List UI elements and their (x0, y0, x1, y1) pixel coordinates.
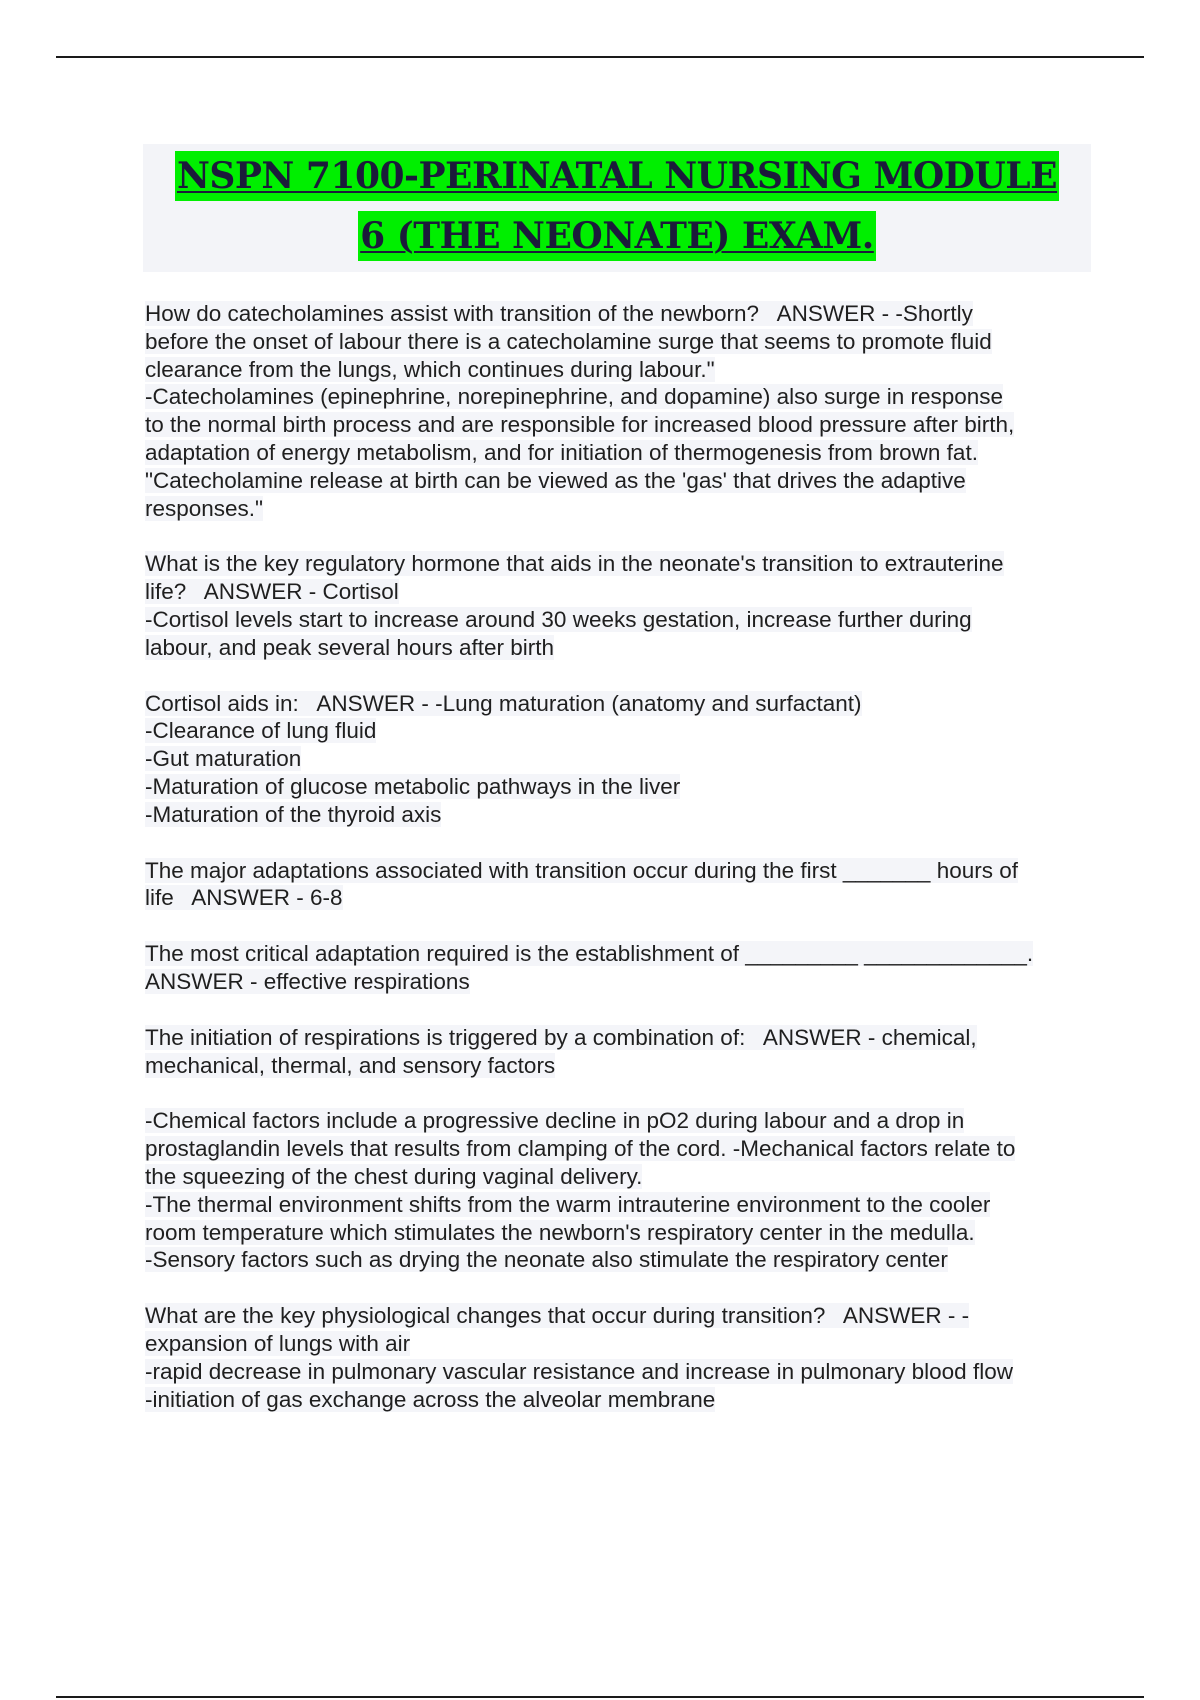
qa-line-text: room temperature which stimulates the newborn's respiratory center in the medulla. (145, 1219, 975, 1245)
qa-line-text: life ANSWER - 6-8 (145, 885, 343, 911)
qa-line-text: The major adaptations associated with transition occur during the first _______ hours of (145, 857, 1018, 883)
qa-line (145, 383, 1095, 411)
qa-line-text: mechanical, thermal, and sensory factors (145, 1052, 556, 1078)
qa-block (145, 940, 1095, 996)
qa-line (145, 634, 1095, 662)
qa-line-text: -Sensory factors such as drying the neonate also stimulate the respiratory center (145, 1247, 948, 1273)
qa-line-text: before the onset of labour there is a catecholamine surge that seems to promote fluid (145, 328, 992, 354)
qa-line (145, 439, 1095, 467)
document-title-line-2: 6 (THE NEONATE) EXAM. (358, 211, 876, 261)
qa-line-text: -Cortisol levels start to increase around 30 weeks gestation, increase further during (145, 606, 972, 632)
qa-line-text: -Catecholamines (epinephrine, norepinephrine, and dopamine) also surge in response (145, 384, 1004, 410)
qa-line-text: -Clearance of lung fluid (145, 718, 377, 744)
qa-content (145, 300, 1095, 1441)
qa-line-text: What are the key physiological changes that occur during transition? ANSWER - - (145, 1303, 970, 1329)
qa-line-text: to the normal birth process and are responsible for increased blood pressure after birth, (145, 412, 1015, 438)
qa-line (145, 328, 1095, 356)
qa-line-text: -Maturation of glucose metabolic pathways in the liver (145, 773, 681, 799)
qa-line (145, 884, 1095, 912)
qa-line (145, 690, 1095, 718)
qa-line (145, 717, 1095, 745)
qa-line-text: "Catecholamine release at birth can be viewed as the 'gas' that drives the adaptive (145, 467, 966, 493)
qa-line (145, 300, 1095, 328)
top-rule (56, 56, 1144, 58)
qa-block (145, 1107, 1095, 1274)
qa-line (145, 1330, 1095, 1358)
qa-line-text: -Maturation of the thyroid axis (145, 801, 442, 827)
qa-line (145, 1386, 1095, 1414)
qa-line (145, 968, 1095, 996)
qa-line (145, 1246, 1095, 1274)
qa-line (145, 606, 1095, 634)
qa-line (145, 411, 1095, 439)
qa-line (145, 1191, 1095, 1219)
qa-line (145, 578, 1095, 606)
qa-line (145, 940, 1095, 968)
qa-line (145, 495, 1095, 523)
qa-line (145, 773, 1095, 801)
bottom-rule (56, 1696, 1144, 1698)
qa-line (145, 745, 1095, 773)
qa-line-text: -initiation of gas exchange across the alveolar membrane (145, 1386, 716, 1412)
qa-line-text: Cortisol aids in: ANSWER - -Lung maturation (anatomy and surfactant) (145, 690, 862, 716)
qa-block (145, 1024, 1095, 1080)
qa-line-text: -rapid decrease in pulmonary vascular resistance and increase in pulmonary blood flow (145, 1358, 1013, 1384)
qa-line (145, 1302, 1095, 1330)
qa-line-text: responses." (145, 495, 264, 521)
qa-line-text: adaptation of energy metabolism, and for initiation of thermogenesis from brown fat. (145, 439, 978, 465)
qa-line-text: life? ANSWER - Cortisol (145, 579, 399, 605)
document-title-line-1: NSPN 7100-PERINATAL NURSING MODULE (175, 151, 1059, 201)
qa-line-text: The most critical adaptation required is the establishment of _________ _____________. (145, 941, 1034, 967)
qa-line (145, 356, 1095, 384)
qa-line-text: prostaglandin levels that results from clamping of the cord. -Mechanical factors relate to (145, 1136, 1016, 1162)
qa-line-text: labour, and peak several hours after birth (145, 634, 554, 660)
qa-line-text: The initiation of respirations is triggered by a combination of: ANSWER - chemical, (145, 1024, 977, 1050)
qa-line (145, 1163, 1095, 1191)
qa-line (145, 550, 1095, 578)
qa-line (145, 1024, 1095, 1052)
qa-line (145, 467, 1095, 495)
qa-line-text: -Gut maturation (145, 746, 302, 772)
qa-line-text: expansion of lungs with air (145, 1330, 411, 1356)
qa-line-text: ANSWER - effective respirations (145, 968, 470, 994)
qa-line (145, 1135, 1095, 1163)
qa-line-text: What is the key regulatory hormone that aids in the neonate's transition to extrauterine (145, 551, 1004, 577)
qa-line (145, 857, 1095, 885)
qa-line (145, 1107, 1095, 1135)
qa-line-text: How do catecholamines assist with transition of the newborn? ANSWER - -Shortly (145, 301, 973, 326)
qa-line (145, 1219, 1095, 1247)
qa-line (145, 1052, 1095, 1080)
qa-line-text: -The thermal environment shifts from the warm intrauterine environment to the cooler (145, 1191, 991, 1217)
qa-line (145, 801, 1095, 829)
qa-line (145, 1358, 1095, 1386)
qa-block (145, 690, 1095, 829)
title-block (143, 144, 1091, 272)
qa-block (145, 1302, 1095, 1413)
qa-line-text: the squeezing of the chest during vaginal delivery. (145, 1163, 643, 1189)
qa-block (145, 857, 1095, 913)
qa-block (145, 550, 1095, 661)
qa-line-text: clearance from the lungs, which continues during labour." (145, 356, 715, 382)
qa-block (145, 300, 1095, 522)
qa-line-text: -Chemical factors include a progressive decline in pO2 during labour and a drop in (145, 1108, 965, 1134)
